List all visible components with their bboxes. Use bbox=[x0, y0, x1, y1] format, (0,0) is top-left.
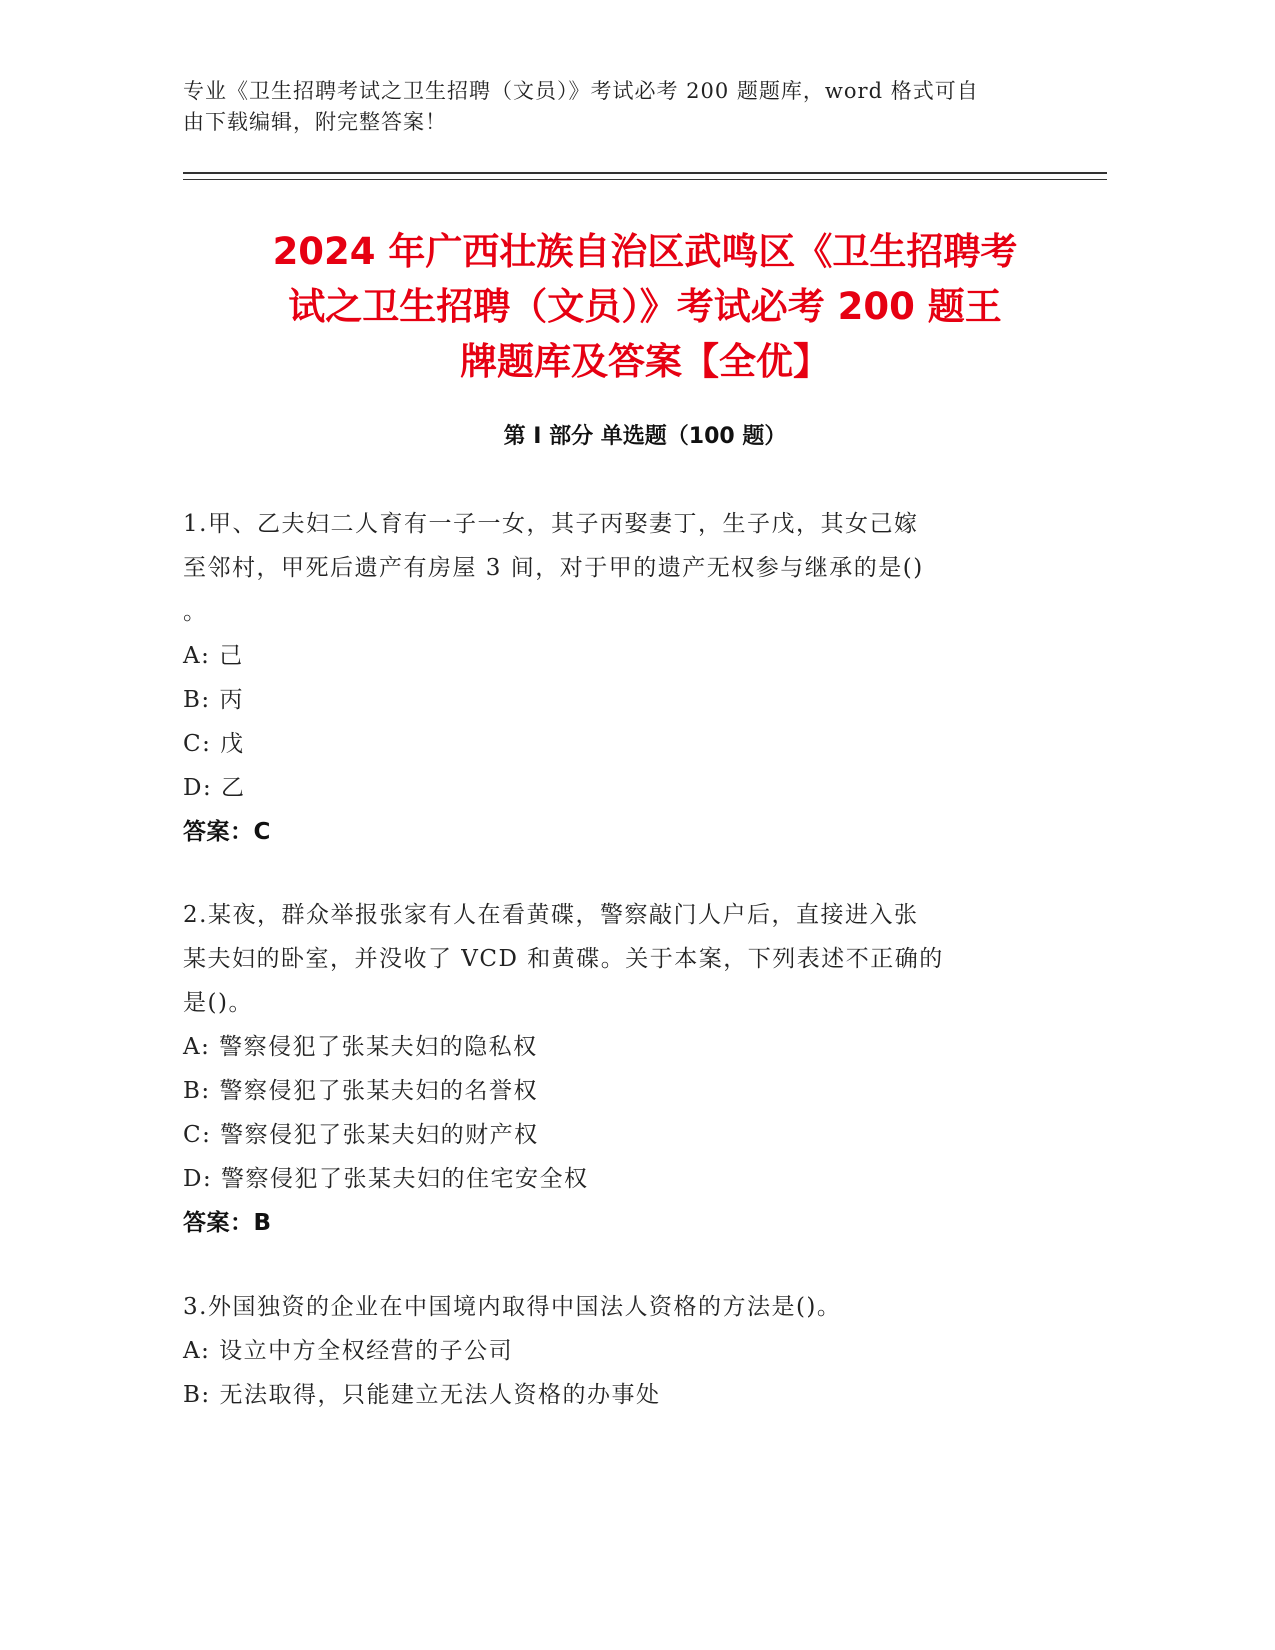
question-1 bbox=[183, 502, 1023, 854]
question-stem: 3.外国独资的企业在中国境内取得中国法人资格的方法是()。 bbox=[183, 1294, 842, 1320]
section-heading: 第 I 部分 单选题（100 题） bbox=[503, 424, 787, 449]
option-a: A: 己 bbox=[183, 643, 244, 669]
question-2 bbox=[183, 893, 1023, 1245]
answer: 答案：C bbox=[183, 819, 271, 845]
option-a: A: 警察侵犯了张某夫妇的隐私权 bbox=[183, 1034, 538, 1060]
option-c: C: 戊 bbox=[183, 731, 245, 757]
option-b: B: 警察侵犯了张某夫妇的名誉权 bbox=[183, 1078, 538, 1104]
question-stem: 某夫妇的卧室，并没收了 VCD 和黄碟。关于本案，下列表述不正确的 bbox=[183, 946, 944, 972]
option-d: D: 乙 bbox=[183, 775, 246, 801]
question-stem: 是()。 bbox=[183, 990, 253, 1016]
question-stem: 2.某夜，群众举报张家有人在看黄碟，警察敲门人户后，直接进入张 bbox=[183, 902, 919, 928]
header-note bbox=[183, 76, 1063, 138]
question-stem: 。 bbox=[183, 599, 208, 625]
option-d: D: 警察侵犯了张某夫妇的住宅安全权 bbox=[183, 1166, 589, 1192]
header-divider-thick bbox=[183, 172, 1107, 174]
option-a: A: 设立中方全权经营的子公司 bbox=[183, 1338, 514, 1364]
question-3 bbox=[183, 1285, 1023, 1417]
option-b: B: 丙 bbox=[183, 687, 244, 713]
answer: 答案：B bbox=[183, 1210, 272, 1236]
header-note-line: 由下载编辑，附完整答案！ bbox=[183, 110, 447, 134]
option-b: B: 无法取得，只能建立无法人资格的办事处 bbox=[183, 1382, 661, 1408]
header-divider-thin bbox=[183, 179, 1107, 180]
header-note-line: 专业《卫生招聘考试之卫生招聘（文员）》考试必考 200 题题库，word 格式可自 bbox=[183, 79, 979, 103]
option-c: C: 警察侵犯了张某夫妇的财产权 bbox=[183, 1122, 539, 1148]
title-line: 试之卫生招聘（文员）》考试必考 200 题王 bbox=[288, 285, 1002, 328]
question-stem: 至邻村，甲死后遗产有房屋 3 间，对于甲的遗产无权参与继承的是() bbox=[183, 555, 924, 581]
title-line: 牌题库及答案【全优】 bbox=[460, 340, 830, 383]
document-title bbox=[183, 224, 1107, 389]
question-stem: 1.甲、乙夫妇二人育有一子一女，其子丙娶妻丁，生子戊，其女己嫁 bbox=[183, 511, 919, 537]
title-line: 2024 年广西壮族自治区武鸣区《卫生招聘考 bbox=[272, 230, 1018, 273]
